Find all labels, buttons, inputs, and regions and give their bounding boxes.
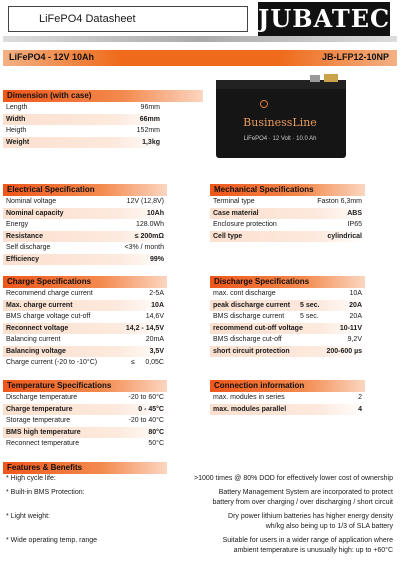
temperature-row-label: Reconnect temperature: [6, 440, 80, 447]
dimension-table: [3, 102, 163, 148]
electrical-row: [3, 219, 167, 231]
discharge-table: [210, 288, 365, 357]
charge-row-value: 3,5V: [149, 347, 164, 355]
dimension-row-label: Weight: [6, 138, 30, 146]
page-title: LiFePO4 Datasheet: [8, 6, 248, 32]
electrical-table: [3, 196, 167, 265]
battery-image: [214, 74, 348, 160]
registered-mark: ®: [390, 11, 405, 27]
temperature-row-value: 0 - 45°C: [138, 405, 164, 413]
dimension-row: [3, 114, 163, 126]
temperature-row-label: Charge temperature: [6, 405, 73, 413]
section-heading-charge: Charge Specifications: [3, 276, 167, 288]
temperature-row: [3, 404, 167, 416]
electrical-row-label: Nominal capacity: [6, 209, 64, 217]
section-heading-mechanical: Mechanical Specifications: [210, 184, 365, 196]
brand-logo: [258, 2, 405, 36]
mechanical-row-label: Enclosure protection: [213, 221, 277, 228]
dimension-row-label: Heigth: [6, 127, 27, 134]
electrical-row-value: 128.0Wh: [135, 221, 164, 228]
connection-row-label: max. modules in series: [213, 394, 285, 401]
connection-row: [210, 392, 365, 404]
header-stripe: [3, 36, 397, 42]
charge-row-value: 10A: [151, 301, 164, 309]
discharge-row-note: 5 sec.: [300, 301, 320, 309]
mechanical-row: [210, 208, 365, 220]
mechanical-row-value: IP65: [347, 221, 362, 228]
connection-table: [210, 392, 365, 415]
feature-description-line: wh/kg also being up to 1/3 of SLA battery: [265, 523, 393, 530]
discharge-row-label: max. cont discharge: [213, 290, 276, 297]
feature-label: * Built-in BMS Protection:: [6, 489, 85, 496]
discharge-row-value: 10A: [349, 290, 362, 297]
charge-row: [3, 357, 167, 369]
section-heading-dimension: Dimension (with case): [3, 90, 203, 102]
connection-row-label: max. modules parallel: [213, 405, 287, 413]
temperature-row-value: 50°C: [148, 440, 164, 447]
feature-description-line: ambient temperature is unusually high: up to +60°C: [233, 547, 393, 554]
discharge-row-label: BMS discharge cut-off: [213, 336, 282, 343]
charge-row-value: 14,6V: [145, 313, 164, 320]
dimension-row-value: 152mm: [136, 127, 160, 134]
discharge-row: [210, 334, 365, 346]
temperature-table: [3, 392, 167, 450]
electrical-row: [3, 196, 167, 208]
electrical-row: [3, 208, 167, 220]
electrical-row-value: <3% / month: [124, 244, 164, 251]
mechanical-row-value: Faston 6,3mm: [317, 198, 362, 205]
charge-row-value: 0,05C: [145, 359, 164, 366]
dimension-row-label: Width: [6, 115, 26, 123]
discharge-row-label: peak discharge current: [213, 301, 291, 309]
electrical-row-label: Energy: [6, 221, 29, 228]
charge-row-label: Balancing voltage: [6, 347, 66, 355]
discharge-row-value: 9,2V: [347, 336, 362, 343]
mechanical-row-value: cylindrical: [327, 232, 362, 240]
electrical-row-label: Self discharge: [6, 244, 51, 251]
charge-row: [3, 288, 167, 300]
charge-row: [3, 346, 167, 358]
connection-row-value: 2: [358, 394, 362, 401]
charge-row-note: ≤: [131, 359, 135, 366]
electrical-row-label: Efficiency: [6, 255, 40, 263]
temperature-row: [3, 415, 167, 427]
charge-row: [3, 311, 167, 323]
discharge-row: [210, 311, 365, 323]
charge-row: [3, 300, 167, 312]
product-name: LiFePO4 - 12V 10Ah: [9, 52, 95, 62]
dimension-row-value: 96mm: [140, 104, 160, 111]
charge-row-label: Max. charge current: [6, 301, 73, 309]
discharge-row-label: recommend cut-off voltage: [213, 324, 303, 332]
battery-label-spec: LiFePO4 · 12 Volt · 10.0 Ah: [243, 136, 317, 142]
product-code: JB-LFP12-10NP: [321, 52, 389, 62]
electrical-row-label: Resistance: [6, 232, 43, 240]
feature-description-line: Suitable for users in a wider range of application where: [222, 537, 393, 544]
feature-description-line: Dry power lithium batteries has higher energy density: [228, 513, 393, 520]
temperature-row: [3, 427, 167, 439]
temperature-row-value: -20 to 40°C: [128, 417, 164, 424]
features-list: [3, 475, 397, 559]
mechanical-row: [210, 231, 365, 243]
dimension-row-value: 1,3kg: [142, 138, 160, 146]
temperature-row: [3, 392, 167, 404]
charge-row-label: Reconnect voltage: [6, 324, 69, 332]
mechanical-table: [210, 196, 365, 242]
battery-label-brand: BusinessLine: [243, 116, 317, 129]
feature-label: * High cycle life:: [6, 475, 56, 482]
feature-description-line: >1000 times @ 80% DOD for effectively lower cost of ownership: [194, 475, 393, 482]
dimension-row: [3, 125, 163, 137]
charge-row-value: 14,2 - 14,5V: [125, 324, 164, 332]
discharge-row: [210, 323, 365, 335]
charge-row-value: 20mA: [145, 336, 164, 343]
discharge-row-label: BMS discharge current: [213, 313, 285, 320]
mechanical-row-value: ABS: [347, 209, 362, 217]
feature-description-line: battery from over charging / over discharging / short circuit: [212, 499, 393, 506]
charge-row: [3, 323, 167, 335]
mechanical-row-label: Cell type: [213, 232, 243, 240]
dimension-row: [3, 137, 163, 149]
temperature-row-value: -20 to 60°C: [128, 394, 164, 401]
electrical-row: [3, 231, 167, 243]
discharge-row-label: short circuit protection: [213, 347, 290, 355]
temperature-row-label: Storage temperature: [6, 417, 71, 424]
mechanical-row: [210, 219, 365, 231]
charge-row: [3, 334, 167, 346]
section-heading-temperature: Temperature Specifications: [3, 380, 167, 392]
electrical-row-value: ≤ 200mΩ: [134, 232, 164, 240]
discharge-row-value: 20A: [349, 313, 362, 320]
temperature-row-label: BMS high temperature: [6, 428, 81, 436]
charge-row-label: Charge current (-20 to -10°C): [6, 359, 98, 366]
charge-row-label: Balancing current: [6, 336, 61, 343]
section-heading-discharge: Discharge Specifications: [210, 276, 365, 288]
section-heading-electrical: Electrical Specification: [3, 184, 167, 196]
charge-row-value: 2-5A: [149, 290, 164, 297]
feature-label: * Light weight:: [6, 513, 50, 520]
charge-row-label: Recommend charge current: [6, 290, 93, 297]
mechanical-row-label: Case material: [213, 209, 259, 217]
charge-row-label: BMS charge voltage cut-off: [6, 313, 91, 320]
electrical-row-label: Nominal voltage: [6, 198, 57, 205]
product-bar: [3, 50, 397, 66]
connection-row: [210, 404, 365, 416]
mechanical-row: [210, 196, 365, 208]
electrical-row-value: 12V (12,8V): [126, 198, 164, 205]
electrical-row: [3, 242, 167, 254]
feature-description-line: Battery Management System are incorporated to protect: [218, 489, 393, 496]
discharge-row-note: 5 sec.: [300, 313, 319, 320]
discharge-row-value: 200-600 µs: [326, 347, 362, 355]
discharge-row-value: 20A: [349, 301, 362, 309]
feature-label: * Wide operating temp. range: [6, 537, 98, 544]
discharge-row: [210, 346, 365, 358]
temperature-row-value: 80°C: [148, 428, 164, 436]
electrical-row-value: 99%: [149, 255, 164, 263]
electrical-row-value: 10Ah: [146, 209, 164, 217]
dimension-row-value: 66mm: [139, 115, 160, 123]
charge-table: [3, 288, 167, 369]
electrical-row: [3, 254, 167, 266]
temperature-row: [3, 438, 167, 450]
discharge-row: [210, 300, 365, 312]
section-heading-connection: Connection information: [210, 380, 365, 392]
connection-row-value: 4: [358, 405, 362, 413]
dimension-row-label: Length: [6, 104, 28, 111]
discharge-row-value: 10-11V: [339, 324, 362, 332]
discharge-row: [210, 288, 365, 300]
mechanical-row-label: Terminal type: [213, 198, 255, 205]
temperature-row-label: Discharge temperature: [6, 394, 78, 401]
dimension-row: [3, 102, 163, 114]
section-heading-features: Features & Benefits: [3, 462, 167, 474]
brand-name: JUBATEC: [258, 4, 391, 33]
